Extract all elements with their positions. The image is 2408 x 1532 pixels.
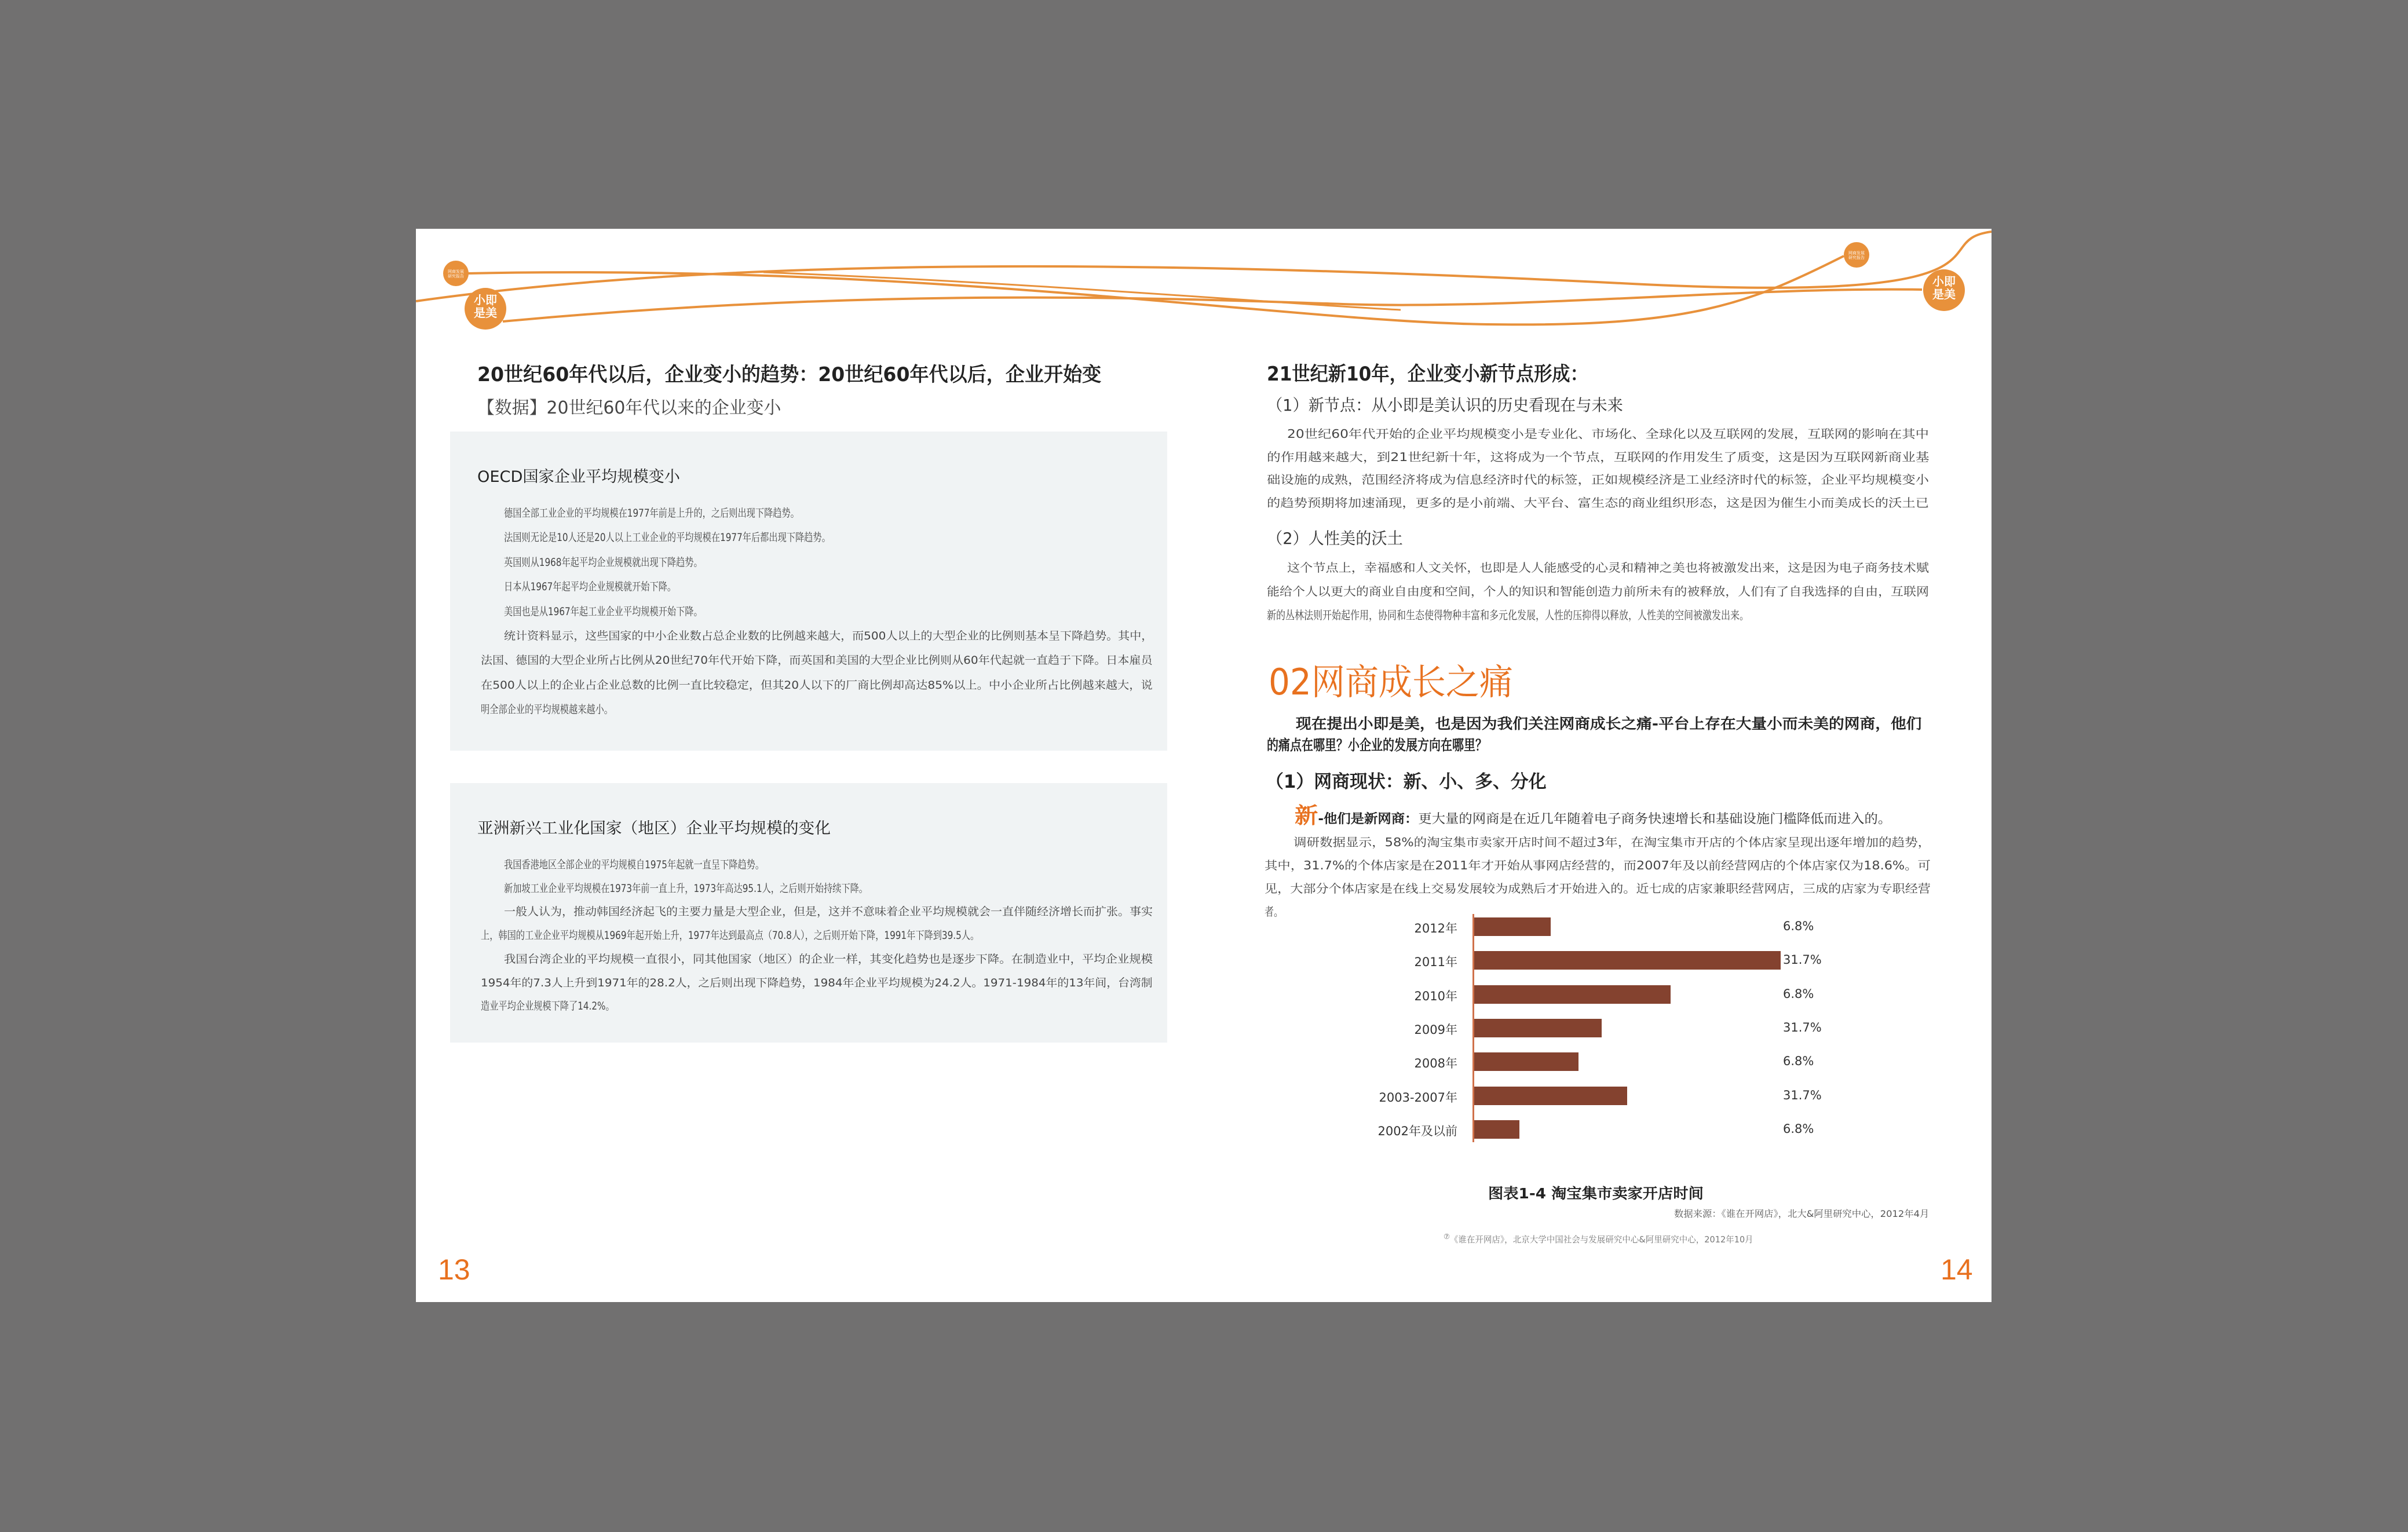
text-line: 我国香港地区全部企业的平均规模自1975年起就一直呈下降趋势。	[504, 858, 765, 871]
bar	[1474, 1087, 1627, 1105]
section-heading: 02网商成长之痛	[1269, 661, 1513, 703]
value-label: 31.7%	[1783, 953, 1822, 967]
new-merchant-line	[1295, 798, 1891, 829]
text-line: 能给个人以更大的商业自由度和空间，个人的知识和智能创造力前所未有的被释放，人们有了自我选择的自由，互联网	[1267, 584, 1929, 598]
new-text: 更大量的网商是在近几年随着电子商务快速增长和基础设施门槛降低而进入的。	[1418, 812, 1892, 827]
text-line: 日本从1967年起平均企业规模就开始下降。	[504, 580, 677, 594]
subheading-new-node: （1）新节点：从小即是美认识的历史看现在与未来	[1267, 396, 1623, 415]
text-line: 者。	[1265, 905, 1283, 919]
text-line: 统计资料显示，这些国家的中小企业数占总企业数的比例越来越大，而500人以上的大型企业的比例则基本呈下降趋势。其中，	[504, 630, 1153, 642]
category-label: 2011年	[1414, 955, 1457, 970]
left-subtitle: 【数据】20世纪60年代以来的企业变小	[477, 398, 781, 418]
text-line: 法国则无论是10人还是20人以上工业企业的平均规模在1977年后都出现下降趋势。	[504, 531, 831, 544]
bar	[1474, 1120, 1519, 1139]
chart-source: 数据来源：《谁在开网店》，北大&阿里研究中心，2012年4月	[1674, 1208, 1930, 1219]
text-line: 的趋势预期将加速涌现，更多的是小前端、大平台、富生态的商业组织形态，这是因为催生小而美成长的沃土已	[1267, 496, 1929, 510]
subheading-humanity: （2）人性美的沃土	[1267, 529, 1403, 548]
text-line: 在500人以上的企业占企业总数的比例一直比较稳定，但其20人以下的厂商比例却高达85%以上。中小企业所占比例越来越大，说	[481, 678, 1153, 692]
badge-large-right-text: 小即是美	[1932, 275, 1956, 301]
text-line: 见，大部分个体店家是在线上交易发展较为成熟后才开始进入的。近七成的店家兼职经营网店，三成的店家为专职经营	[1265, 882, 1931, 895]
text-line: 20世纪60年代开始的企业平均规模变小是专业化、市场化、全球化以及互联网的发展，互联网的影响在其中	[1287, 427, 1929, 441]
decorative-curves	[416, 229, 1992, 379]
bar	[1474, 917, 1551, 936]
text-line: 础设施的成熟，范围经济将成为信息经济时代的标签，正如规模经济是工业经济时代的标签，企业平均规模变小	[1267, 473, 1929, 487]
text-line: 新加坡工业企业平均规模在1973年前一直上升，1973年高达95.1人，之后则开始持续下降。	[504, 882, 868, 895]
text-line: 1954年的7.3人上升到1971年的28.2人，之后则出现下降趋势，1984年企业平均规模为24.2人。1971-1984年的13年间，台湾制	[481, 976, 1153, 989]
page-number-right: 14	[1941, 1253, 1973, 1286]
new-highlight: 新	[1295, 803, 1318, 828]
text-line: 调研数据显示，58%的淘宝集市卖家开店时间不超过3年，在淘宝集市开店的个体店家呈现出逐年增加的趋势，	[1293, 835, 1931, 849]
text-line: 上，韩国的工业企业平均规模从1969年起开始上升，1977年达到最高点（70.8人），之后则开始下降，1991年下降到39.5人。	[481, 929, 980, 942]
bar	[1474, 1019, 1602, 1037]
footnote	[1444, 1232, 1753, 1245]
text-line: 一般人认为，推动韩国经济起飞的主要力量是大型企业，但是，这并不意味着企业平均规模就会一直伴随经济增长而扩张。事实	[504, 905, 1153, 919]
footnote-mark: ⑦	[1444, 1232, 1450, 1241]
text-line: 的作用越来越大，到21世纪新十年，这将成为一个节点，互联网的作用发生了质变，这是因为互联网新商业基	[1267, 449, 1930, 464]
badge-small-right-text: 网商发展研究报告	[1848, 251, 1865, 260]
right-title: 21世纪新10年，企业变小新节点形成：	[1267, 363, 1588, 386]
value-label: 6.8%	[1783, 1121, 1814, 1136]
badge-small-left-text: 网商发展研究报告	[448, 269, 464, 279]
category-label: 2008年	[1414, 1056, 1457, 1071]
text-line: 明全部企业的平均规模越来越小。	[481, 703, 613, 716]
asia-box-title: 亚洲新兴工业化国家（地区）企业平均规模的变化	[477, 820, 831, 838]
value-label: 6.8%	[1783, 1054, 1814, 1069]
bar	[1474, 985, 1671, 1004]
text-line: 德国全部工业企业的平均规模在1977年前是上升的，之后则出现下降趋势。	[504, 507, 799, 520]
value-label: 31.7%	[1783, 1088, 1822, 1102]
text-line: 这个节点上，幸福感和人文关怀，也即是人人能感受的心灵和精神之美也将被激发出来，这是因为电子商务技术赋	[1287, 561, 1929, 575]
value-label: 31.7%	[1783, 1020, 1822, 1034]
subheading-status: （1）网商现状：新、小、多、分化	[1266, 772, 1547, 792]
footnote-text: 《谁在开网店》，北京大学中国社会与发展研究中心&阿里研究中心，2012年10月	[1449, 1234, 1753, 1245]
value-label: 6.8%	[1783, 986, 1814, 1001]
text-line: 造业平均企业规模下降了14.2%。	[481, 1000, 615, 1013]
oecd-box-title: OECD国家企业平均规模变小	[477, 468, 680, 486]
value-label: 6.8%	[1783, 919, 1814, 933]
category-label: 2003-2007年	[1379, 1090, 1457, 1105]
new-lead: -他们是新网商：	[1318, 812, 1419, 827]
category-label: 2009年	[1414, 1022, 1457, 1037]
bar	[1474, 951, 1781, 970]
text-line: 的痛点在哪里？小企业的发展方向在哪里？	[1267, 737, 1488, 754]
text-line: 现在提出小即是美，也是因为我们关注网商成长之痛-平台上存在大量小而未美的网商，他们	[1296, 715, 1922, 732]
badge-large-left-text: 小即是美	[474, 293, 497, 320]
text-line: 美国也是从1967年起工业企业平均规模开始下降。	[504, 605, 703, 618]
chart-title: 图表1-4 淘宝集市卖家开店时间	[1488, 1185, 1704, 1202]
text-line: 其中，31.7%的个体店家是在2011年才开始从事网店经营的，而2007年及以前经营网店的个体店家仅为18.6%。可	[1265, 858, 1931, 872]
category-label: 2010年	[1414, 989, 1457, 1003]
text-line: 我国台湾企业的平均规模一直很小，同其他国家（地区）的企业一样，其变化趋势也是逐步下降。在制造业中，平均企业规模	[504, 952, 1153, 966]
category-label: 2002年及以前	[1377, 1124, 1457, 1138]
text-line: 英国则从1968年起平均企业规模就出现下降趋势。	[504, 555, 703, 569]
bar	[1474, 1052, 1578, 1071]
text-line: 新的丛林法则开始起作用，协同和生态使得物种丰富和多元化发展，人性的压抑得以释放，人性美的空间被激发出来。	[1267, 608, 1749, 622]
page-number-left: 13	[438, 1253, 470, 1286]
category-label: 2012年	[1414, 922, 1457, 935]
left-title: 20世纪60年代以后，企业变小的趋势：20世纪60年代以后，企业开始变	[477, 363, 1102, 386]
document-spread	[416, 229, 1992, 1302]
text-line: 法国、德国的大型企业所占比例从20世纪70年代开始下降，而英国和美国的大型企业比例则从60年代起就一直趋于下降。日本雇员	[481, 654, 1153, 667]
